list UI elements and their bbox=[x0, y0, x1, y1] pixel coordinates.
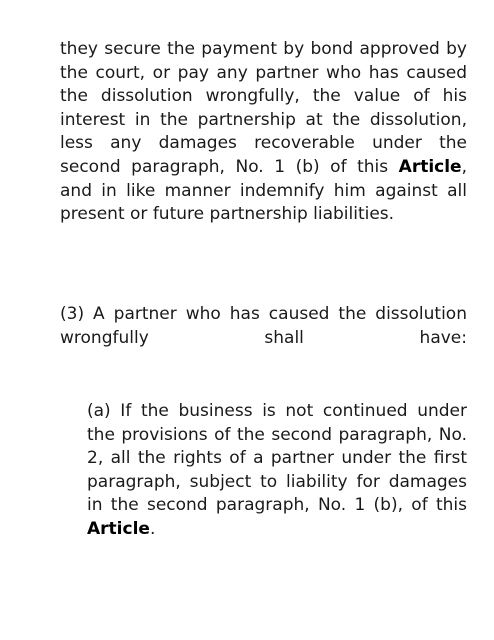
paragraph-subsection-a bbox=[87, 400, 467, 542]
article-bold-term: Article bbox=[398, 156, 462, 177]
paragraph-3-text-end: . bbox=[149, 518, 156, 539]
paragraph-partner-payment bbox=[60, 38, 467, 227]
paragraph-1-text: they secure the payment by bond approved by the court, or pay any partner who has caused the dissolution wrongfully, the value of his interest in the partnership at the dissolution, less any damages recoverable under the second paragraph, No. 1 (b) of this bbox=[60, 39, 467, 177]
paragraph-2-text: (3) A partner who has caused the dissolution wrongfully shall have: bbox=[60, 304, 467, 348]
paragraph-3-text: (a) If the business is not continued under the provisions of the second paragraph, No. 2, all the rights of a partner under the first paragraph, subject to liability for damages in the second paragraph, No. 1 (b), of this bbox=[87, 401, 467, 516]
paragraph-wrongful-partner bbox=[60, 303, 467, 350]
article-bold-term: Article bbox=[87, 518, 150, 539]
paragraph-1-text-end: , and in like manner indemnify him against all present or future partnership liabilities. bbox=[60, 156, 467, 225]
